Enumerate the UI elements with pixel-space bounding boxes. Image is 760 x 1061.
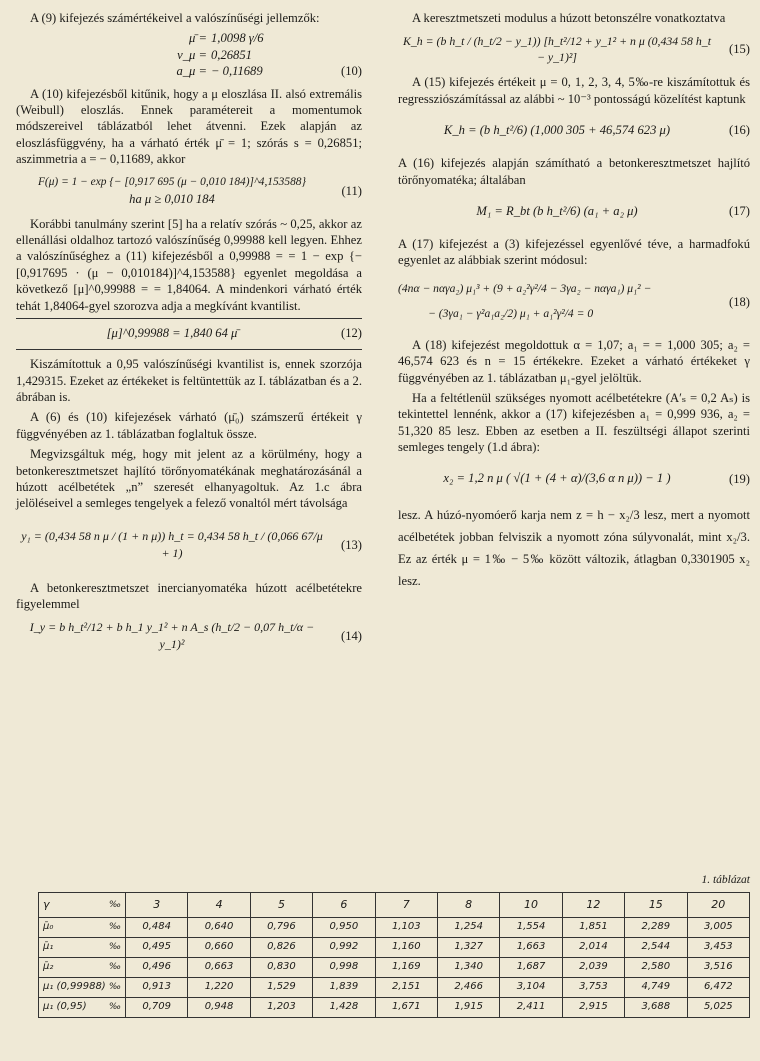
paragraph-4: Kiszámítottuk a 0,95 valószínűségi kvantilist is, ennek szorzója 1,429315. Ezeket az értékeket is feltüntettük az I. táblázatban és a 2. ábrában is.	[16, 357, 362, 404]
table-column-header: 4	[188, 893, 250, 918]
paragraph-3: A (16) kifejezés alapján számítható a betonkeresztmetszet hajlító törőnyomatéka; általában	[398, 156, 750, 187]
eq10-line: v_μ = 0,26851	[177, 47, 252, 62]
table-caption: 1. táblázat	[701, 874, 750, 886]
table-cell: 3,688	[625, 998, 687, 1018]
table-cell: 1,203	[250, 998, 312, 1018]
table-column-header: 3	[126, 893, 188, 918]
table-cell: 3,516	[687, 958, 749, 978]
table-column-header: 15	[625, 893, 687, 918]
equation-number: (19)	[729, 471, 750, 486]
equation-12: [μ]^0,99988 = 1,840 64 μ̄ (12)	[106, 325, 362, 340]
equation-number: (15)	[729, 42, 750, 57]
paragraph-6: Megvizsgáltuk még, hogy mit jelent az a körülmény, hogy a betonkeresztmetszet hajlító törőnyomatékának meghatározásánál a húzott acélbetétek „n” szeresét elhanyagoltuk. Az 1.c ábra jelöléseivel a semleges tengelyek a felező vonaltól mért távolsága	[16, 447, 362, 511]
table-cell: 0,640	[188, 918, 250, 938]
table-cell: 1,169	[375, 958, 437, 978]
table-column-header: 7	[375, 893, 437, 918]
table-column-header: 20	[687, 893, 749, 918]
equation-number: (14)	[341, 628, 362, 643]
paragraph-5: A (6) és (10) kifejezések várható (μ̄₀) számszerű értékeit γ függvényében az 1. táblázatban foglaltuk össze.	[16, 410, 362, 441]
table-cell: 0,796	[250, 918, 312, 938]
table-cell: 3,753	[562, 978, 624, 998]
table-cell: 2,580	[625, 958, 687, 978]
divider	[16, 349, 362, 350]
eq10-line: μ̄ = 1,0098 γ/6	[189, 31, 264, 46]
table-cell: 0,948	[188, 998, 250, 1018]
table-cell: 1,340	[437, 958, 499, 978]
table-cell: 3,005	[687, 918, 749, 938]
equation-11: F(μ) = 1 − exp {− [0,917 695 (μ − 0,010 184)]^4,153588} ha μ ≥ 0,010 184 (11)	[37, 176, 362, 206]
table-row: μ̄₀ ‰ 0,484 0,640 0,796 0,950 1,103 1,254 1,554 1,851 2,289 3,005	[39, 918, 750, 938]
table-cell: 1,687	[500, 958, 562, 978]
equation-18: (4nα − nαγa₂) μ₁³ + (9 + a₂²γ²/4 − 3γa₂ − nαγa₁) μ₁² − − (3γa₁ − γ²a₁a₂/2) μ₁ + a₁²γ²/4 = 0 (18)	[398, 282, 750, 320]
table-cell: 2,289	[625, 918, 687, 938]
equation-10	[16, 30, 362, 79]
table-column-header: 5	[250, 893, 312, 918]
equation-15: K_h = (b h_t / (h_t/2 − y_1)) [h_t²/12 + y_1² + n μ (0,434 58 h_t − y_1)²] (15)	[403, 34, 750, 65]
paragraph-1: A (9) kifejezés számértékeivel a valószínűségi jellemzők:	[30, 11, 320, 25]
table-column-header: 6	[313, 893, 375, 918]
paragraph-7: A betonkeresztmetszet inercianyomatéka húzott acélbetétekre figyelemmel	[16, 580, 362, 612]
table-cell: 0,992	[313, 938, 375, 958]
table-cell: 0,663	[188, 958, 250, 978]
paragraph-2: A (10) kifejezésből kitűnik, hogy a μ eloszlása II. alsó extremális (Weibull) eloszlás. Ennek paramétereit a momentumok módszereivel táblázatból lehet átvenni. Ezek alapján az eloszlásfüggvény, ha a várható érték μ̄ = 1; szórás s = 0,26851; aszimmetria a = − 0,11689, akkor	[16, 86, 362, 167]
table-cell: 3,104	[500, 978, 562, 998]
equation-13: y₁ = (0,434 58 n μ / (1 + n μ)) h_t = 0,434 58 h_t / (0,066 67/μ + 1) (13)	[21, 529, 362, 560]
equation-16: K_h = (b h_t²/6) (1,000 305 + 46,574 623 μ) (16)	[443, 123, 750, 138]
table-cell: 1,529	[250, 978, 312, 998]
equation-number: (18)	[729, 294, 750, 309]
table-cell: 0,660	[188, 938, 250, 958]
table-cell: 1,220	[188, 978, 250, 998]
table-cell: 0,830	[250, 958, 312, 978]
equation-14: I_y = b h_t²/12 + b h_1 y_1² + n A_s (h_t/2 − 0,07 h_t/α − y_1)² (14)	[29, 620, 362, 651]
table-cell: 1,915	[437, 998, 499, 1018]
table-row: μ₁ (0,95) ‰ 0,709 0,948 1,203 1,428 1,671 1,915 2,411 2,915 3,688 5,025	[39, 998, 750, 1018]
table-cell: 6,472	[687, 978, 749, 998]
table-header-label: γ ‰	[39, 893, 126, 918]
table-column-header: 8	[437, 893, 499, 918]
table-cell: 0,496	[126, 958, 188, 978]
table-cell: 0,950	[313, 918, 375, 938]
equation-17: M₁ = R_bt (b h_t²/6) (a₁ + a₂ μ) (17)	[476, 203, 750, 218]
table-column-header: 10	[500, 893, 562, 918]
eq10-line: a_μ = − 0,11689 (10)	[176, 64, 362, 79]
table-header-row	[39, 893, 750, 918]
table-cell: 1,671	[375, 998, 437, 1018]
left-column	[16, 10, 362, 661]
paragraph-4: A (17) kifejezést a (3) kifejezéssel egyenlővé téve, a harmadfokú egyenlet az alábbiak szerint módosul:	[398, 237, 750, 268]
table-column-header: 12	[562, 893, 624, 918]
table-cell: 0,709	[126, 998, 188, 1018]
table-cell: 0,484	[126, 918, 188, 938]
data-table	[38, 892, 750, 1018]
paragraph-5: A (18) kifejezést megoldottuk α = 1,07; a₁ = = 1,000 305; a₂ = 46,574 623 és n = 15 értékekre. Ezeket a várható értékeket γ függvényében az 1. táblázatban μ₁-gyel jelöltük.	[398, 337, 750, 385]
table-row: μ̄₂ ‰ 0,496 0,663 0,830 0,998 1,169 1,340 1,687 2,039 2,580 3,516	[39, 958, 750, 978]
equation-number: (17)	[729, 203, 750, 218]
table-cell: 3,453	[687, 938, 749, 958]
table-cell: 1,851	[562, 918, 624, 938]
table-cell: 2,915	[562, 998, 624, 1018]
paragraph-2: A (15) kifejezés értékeit μ = 0, 1, 2, 3, 4, 5‰-re kiszámítottuk és regressziószámítással az alábbi ~ 10⁻³ pontosságú közelítést kaptunk	[398, 75, 750, 106]
table-cell: 1,554	[500, 918, 562, 938]
table-cell: 0,998	[313, 958, 375, 978]
table-cell: 1,103	[375, 918, 437, 938]
equation-number: (16)	[729, 123, 750, 138]
equation-number: (10)	[341, 64, 362, 79]
table-cell: 2,466	[437, 978, 499, 998]
equation-19: x₂ = 1,2 n μ ( √(1 + (4 + α)/(3,6 α n μ)) − 1 ) (19)	[443, 471, 750, 486]
equation-number: (12)	[341, 325, 362, 340]
table-cell: 0,826	[250, 938, 312, 958]
right-column	[398, 10, 750, 596]
table-row: μ₁ (0,99988) ‰ 0,913 1,220 1,529 1,839 2,151 2,466 3,104 3,753 4,749 6,472	[39, 978, 750, 998]
table-cell: 1,428	[313, 998, 375, 1018]
table-cell: 1,160	[375, 938, 437, 958]
paragraph-7: lesz. A húzó-nyomóerő karja nem z = h − x₂/3 lesz, mert a nyomott acélbetétek jobban felviszik a nyomott zóna súlyvonalát, mint x₂/3. Ez az érték μ = 1‰ − 5‰ között változik, átlagban 0,3301905 x₂ lesz.	[398, 507, 750, 588]
equation-number: (13)	[341, 537, 362, 552]
table-cell: 1,327	[437, 938, 499, 958]
table-cell: 0,913	[126, 978, 188, 998]
divider	[16, 318, 362, 319]
table-cell: 1,254	[437, 918, 499, 938]
paragraph-6: Ha a feltétlenül szükséges nyomott acélbetétekre (A′ₛ = 0,2 Aₛ) is tekintettel lennénk, akkor a (17) kifejezésben a₁ = 0,999 936, a₂ = 51,320 85 lesz. Ebben az esetben a II. feszültségi állapot szerinti semleges tengely (1.d ábra):	[398, 391, 750, 455]
table-cell: 2,151	[375, 978, 437, 998]
table-cell: 2,411	[500, 998, 562, 1018]
table-cell: 2,544	[625, 938, 687, 958]
table-cell: 2,014	[562, 938, 624, 958]
table-cell: 2,039	[562, 958, 624, 978]
equation-number: (11)	[341, 183, 362, 198]
table-cell: 4,749	[625, 978, 687, 998]
table-cell: 5,025	[687, 998, 749, 1018]
paragraph-3: Korábbi tanulmány szerint [5] ha a relatív szórás ~ 0,25, akkor az ellenállási oldalhoz tartozó valószínűség 0,99988 kell legyen. Ehhez a valószínűséghez a (11) kifejezésből a 0,99988 = = 1 − exp {− [0,917695 · (μ − 0,010184)]^4,153588} egyenlet megoldása a következő [μ]^0,99988 = = 1,84064. A mindenkori várható érték tehát 1,84064-gyel szorozva adja a megkívánt kvantilist.	[16, 216, 362, 313]
table-row: μ̄₁ ‰ 0,495 0,660 0,826 0,992 1,160 1,327 1,663 2,014 2,544 3,453	[39, 938, 750, 958]
paragraph-1: A keresztmetszeti modulus a húzott betonszélre vonatkoztatva	[412, 11, 726, 25]
table-cell: 0,495	[126, 938, 188, 958]
table-cell: 1,839	[313, 978, 375, 998]
table-cell: 1,663	[500, 938, 562, 958]
